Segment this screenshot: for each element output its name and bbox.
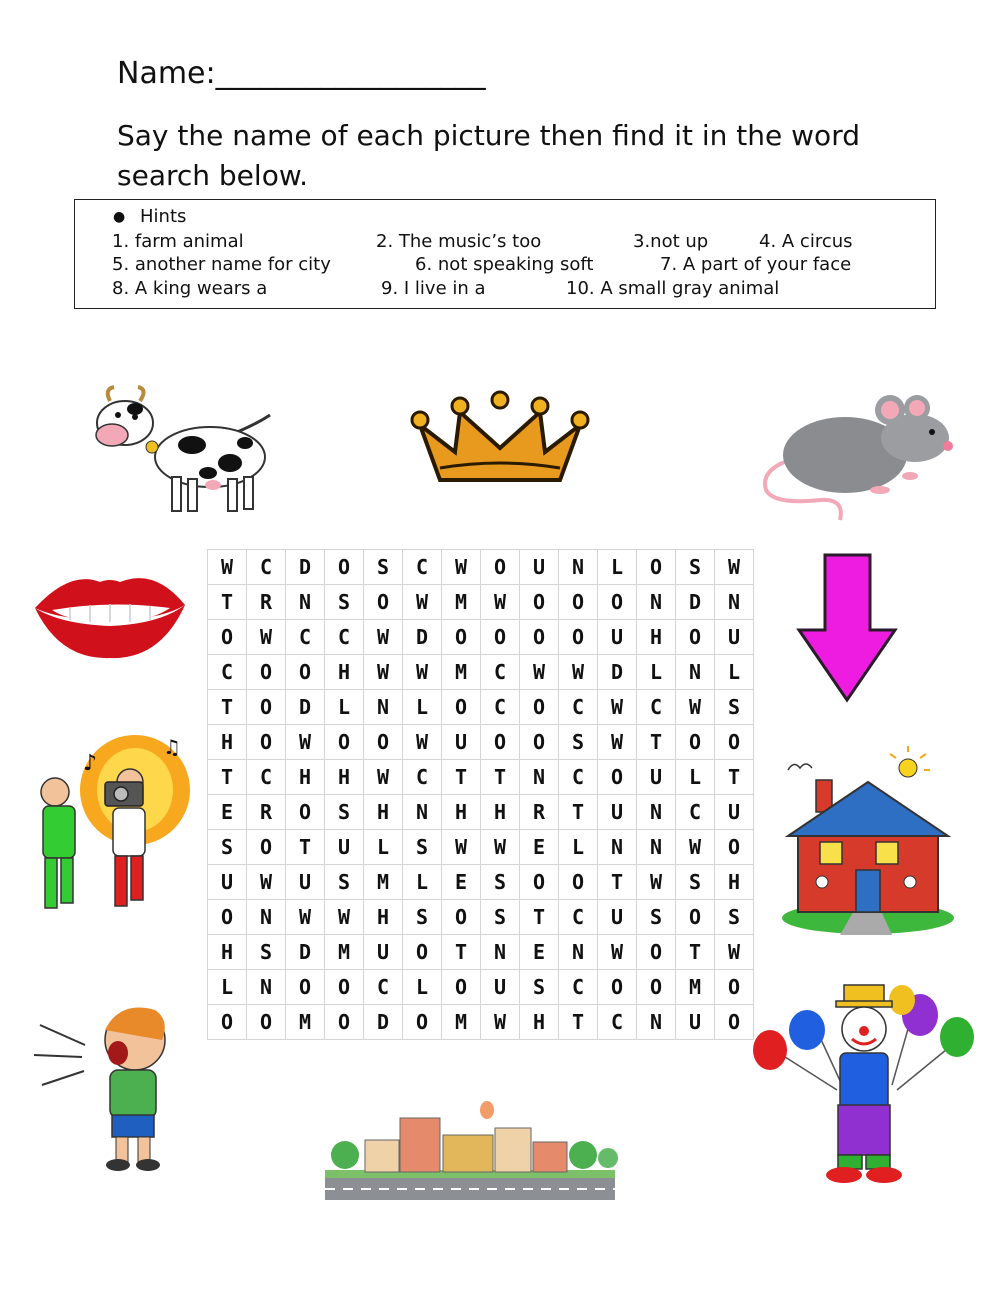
grid-cell[interactable]: R [520, 795, 559, 830]
grid-cell[interactable]: O [559, 865, 598, 900]
grid-cell[interactable]: U [325, 830, 364, 865]
grid-cell[interactable]: C [325, 620, 364, 655]
hint-2: 2. The music’s too [376, 231, 542, 252]
grid-cell[interactable]: W [715, 550, 754, 585]
grid-row [208, 690, 754, 725]
grid-cell[interactable]: C [247, 550, 286, 585]
grid-cell[interactable]: O [325, 1005, 364, 1040]
grid-cell[interactable]: O [520, 865, 559, 900]
grid-cell[interactable]: W [364, 655, 403, 690]
grid-cell[interactable]: W [598, 935, 637, 970]
grid-row [208, 865, 754, 900]
grid-row [208, 655, 754, 690]
grid-cell[interactable]: W [715, 935, 754, 970]
grid-cell[interactable]: T [208, 690, 247, 725]
grid-cell[interactable]: T [208, 760, 247, 795]
grid-cell[interactable]: W [403, 655, 442, 690]
grid-cell[interactable]: H [325, 655, 364, 690]
grid-cell[interactable]: D [286, 550, 325, 585]
grid-cell[interactable]: H [481, 795, 520, 830]
grid-cell[interactable]: O [598, 585, 637, 620]
grid-cell[interactable]: S [325, 865, 364, 900]
grid-cell[interactable]: O [208, 900, 247, 935]
grid-cell[interactable]: H [364, 900, 403, 935]
grid-cell[interactable]: T [676, 935, 715, 970]
grid-cell[interactable]: T [442, 935, 481, 970]
grid-cell[interactable]: L [637, 655, 676, 690]
grid-cell[interactable]: N [481, 935, 520, 970]
grid-cell[interactable]: C [559, 690, 598, 725]
grid-cell[interactable]: C [403, 760, 442, 795]
grid-cell[interactable]: O [598, 970, 637, 1005]
hint-9: 9. I live in a [381, 278, 486, 299]
grid-row [208, 935, 754, 970]
hint-3: 3.not up [633, 231, 709, 252]
grid-cell[interactable]: H [715, 865, 754, 900]
grid-cell[interactable]: O [676, 900, 715, 935]
grid-cell[interactable]: O [715, 970, 754, 1005]
grid-cell[interactable]: W [481, 585, 520, 620]
grid-cell[interactable]: C [559, 900, 598, 935]
grid-cell[interactable]: H [442, 795, 481, 830]
grid-cell[interactable]: C [481, 690, 520, 725]
grid-cell[interactable]: O [403, 935, 442, 970]
grid-cell[interactable]: D [676, 585, 715, 620]
grid-cell[interactable]: S [403, 830, 442, 865]
grid-cell[interactable]: W [676, 830, 715, 865]
grid-cell[interactable]: U [442, 725, 481, 760]
grid-cell[interactable]: H [364, 795, 403, 830]
grid-cell[interactable]: U [286, 865, 325, 900]
grid-row [208, 760, 754, 795]
hint-5: 5. another name for city [112, 254, 331, 275]
grid-cell[interactable]: N [637, 1005, 676, 1040]
grid-cell[interactable]: N [637, 830, 676, 865]
grid-cell[interactable]: D [286, 690, 325, 725]
down-arrow-icon [795, 550, 900, 705]
grid-cell[interactable]: T [520, 900, 559, 935]
grid-cell[interactable]: C [559, 970, 598, 1005]
grid-cell[interactable]: W [442, 550, 481, 585]
grid-cell[interactable]: W [286, 900, 325, 935]
grid-cell[interactable]: S [559, 725, 598, 760]
grid-cell[interactable]: T [442, 760, 481, 795]
grid-cell[interactable]: W [481, 1005, 520, 1040]
grid-cell[interactable]: O [676, 620, 715, 655]
grid-cell[interactable]: M [442, 655, 481, 690]
grid-cell[interactable]: M [286, 1005, 325, 1040]
instructions: Say the name of each picture then find it in the word search below. [117, 119, 860, 192]
grid-cell[interactable]: M [676, 970, 715, 1005]
grid-cell[interactable]: L [325, 690, 364, 725]
grid-cell[interactable]: W [559, 655, 598, 690]
grid-cell[interactable]: L [364, 830, 403, 865]
grid-cell[interactable]: H [520, 1005, 559, 1040]
grid-cell[interactable]: N [598, 830, 637, 865]
grid-row [208, 550, 754, 585]
grid-cell[interactable]: N [247, 900, 286, 935]
grid-cell[interactable]: U [364, 935, 403, 970]
house-icon [780, 750, 955, 935]
grid-cell[interactable]: T [559, 795, 598, 830]
grid-cell[interactable]: N [637, 585, 676, 620]
grid-cell[interactable]: W [208, 550, 247, 585]
grid-cell[interactable]: U [208, 865, 247, 900]
grid-cell[interactable]: E [208, 795, 247, 830]
grid-cell[interactable]: W [286, 725, 325, 760]
grid-cell[interactable]: W [364, 760, 403, 795]
grid-cell[interactable]: C [598, 1005, 637, 1040]
grid-cell[interactable]: L [715, 655, 754, 690]
grid-cell[interactable]: O [208, 620, 247, 655]
grid-cell[interactable]: O [520, 620, 559, 655]
grid-cell[interactable]: O [637, 550, 676, 585]
grid-cell[interactable]: N [676, 655, 715, 690]
hint-1: 1. farm animal [112, 231, 244, 252]
hint-4: 4. A circus [759, 231, 853, 252]
grid-cell[interactable]: W [403, 725, 442, 760]
grid-cell[interactable]: W [598, 690, 637, 725]
grid-cell[interactable]: S [364, 550, 403, 585]
grid-cell[interactable]: U [598, 620, 637, 655]
grid-cell[interactable]: O [442, 620, 481, 655]
grid-cell[interactable]: L [559, 830, 598, 865]
grid-cell[interactable]: E [520, 935, 559, 970]
svg-text:♫: ♫ [163, 735, 181, 759]
grid-cell[interactable]: O [403, 1005, 442, 1040]
grid-cell[interactable]: W [520, 655, 559, 690]
grid-cell[interactable]: S [676, 865, 715, 900]
grid-cell[interactable]: T [715, 760, 754, 795]
grid-cell[interactable]: W [481, 830, 520, 865]
grid-cell[interactable]: M [442, 585, 481, 620]
grid-cell[interactable]: O [520, 725, 559, 760]
grid-cell[interactable]: N [247, 970, 286, 1005]
grid-cell[interactable]: H [325, 760, 364, 795]
grid-cell[interactable]: S [715, 900, 754, 935]
grid-cell[interactable]: S [481, 900, 520, 935]
grid-cell[interactable]: C [637, 690, 676, 725]
grid-cell[interactable]: U [520, 550, 559, 585]
hints-title: Hints [140, 206, 187, 227]
grid-cell[interactable]: T [637, 725, 676, 760]
grid-cell[interactable]: C [676, 795, 715, 830]
grid-row [208, 585, 754, 620]
grid-cell[interactable]: O [715, 830, 754, 865]
grid-cell[interactable]: O [715, 1005, 754, 1040]
grid-cell[interactable]: O [481, 550, 520, 585]
grid-cell[interactable]: L [676, 760, 715, 795]
grid-cell[interactable]: C [247, 760, 286, 795]
grid-cell[interactable]: T [481, 760, 520, 795]
grid-cell[interactable]: O [208, 1005, 247, 1040]
grid-cell[interactable]: D [364, 1005, 403, 1040]
town-icon [325, 1100, 615, 1200]
grid-cell[interactable]: T [208, 585, 247, 620]
grid-cell[interactable]: O [520, 690, 559, 725]
grid-cell[interactable]: E [442, 865, 481, 900]
grid-cell[interactable]: W [325, 900, 364, 935]
clown-icon [752, 975, 977, 1185]
grid-cell[interactable]: O [442, 900, 481, 935]
cow-icon [80, 385, 280, 525]
grid-cell[interactable]: U [481, 970, 520, 1005]
grid-cell[interactable]: T [598, 865, 637, 900]
hints-box [74, 199, 936, 309]
grid-cell[interactable]: O [520, 585, 559, 620]
grid-cell[interactable]: N [403, 795, 442, 830]
lips-icon [30, 560, 190, 670]
grid-cell[interactable]: O [481, 620, 520, 655]
grid-cell[interactable]: O [637, 970, 676, 1005]
grid-cell[interactable]: O [598, 760, 637, 795]
grid-cell[interactable]: O [325, 970, 364, 1005]
bullet-icon: ● [113, 209, 126, 225]
grid-cell[interactable]: O [442, 690, 481, 725]
grid-cell[interactable]: S [637, 900, 676, 935]
grid-row [208, 795, 754, 830]
grid-cell[interactable]: D [403, 620, 442, 655]
grid-cell[interactable]: D [598, 655, 637, 690]
grid-cell[interactable]: W [637, 865, 676, 900]
shouting-boy-icon [30, 985, 190, 1175]
grid-row [208, 970, 754, 1005]
grid-cell[interactable]: U [715, 795, 754, 830]
hint-8: 8. A king wears a [112, 278, 268, 299]
grid-cell[interactable]: H [286, 760, 325, 795]
grid-cell[interactable]: C [208, 655, 247, 690]
grid-cell[interactable]: H [637, 620, 676, 655]
grid-cell[interactable]: U [715, 620, 754, 655]
grid-cell[interactable]: W [247, 865, 286, 900]
grid-cell[interactable]: U [598, 795, 637, 830]
grid-cell[interactable]: O [364, 585, 403, 620]
grid-cell[interactable]: O [286, 795, 325, 830]
grid-cell[interactable]: S [403, 900, 442, 935]
grid-cell[interactable]: O [247, 655, 286, 690]
grid-cell[interactable]: O [481, 725, 520, 760]
loud-music-icon [35, 730, 195, 920]
grid-cell[interactable]: D [286, 935, 325, 970]
grid-cell[interactable]: L [403, 865, 442, 900]
grid-cell[interactable]: O [676, 725, 715, 760]
grid-cell[interactable]: W [403, 585, 442, 620]
grid-cell[interactable]: S [325, 585, 364, 620]
grid-cell[interactable]: O [247, 725, 286, 760]
name-field[interactable]: Name:__________________ [117, 56, 486, 91]
grid-cell[interactable]: R [247, 795, 286, 830]
grid-cell[interactable]: M [325, 935, 364, 970]
grid-cell[interactable]: S [208, 830, 247, 865]
grid-cell[interactable]: N [559, 550, 598, 585]
grid-cell[interactable]: C [559, 760, 598, 795]
svg-text:♪: ♪ [83, 751, 98, 776]
grid-cell[interactable]: N [559, 935, 598, 970]
grid-row [208, 900, 754, 935]
grid-cell[interactable]: O [364, 725, 403, 760]
grid-cell[interactable]: O [325, 550, 364, 585]
grid-cell[interactable]: O [559, 620, 598, 655]
grid-cell[interactable]: L [598, 550, 637, 585]
grid-cell[interactable]: E [520, 830, 559, 865]
grid-cell[interactable]: H [208, 935, 247, 970]
grid-cell[interactable]: W [598, 725, 637, 760]
grid-cell[interactable]: U [676, 1005, 715, 1040]
grid-cell[interactable]: T [286, 830, 325, 865]
word-search-grid [207, 549, 754, 1040]
grid-row [208, 1005, 754, 1040]
hint-6: 6. not speaking soft [415, 254, 594, 275]
grid-cell[interactable]: U [637, 760, 676, 795]
grid-cell[interactable]: L [403, 970, 442, 1005]
grid-cell[interactable]: M [364, 865, 403, 900]
mouse-icon [760, 390, 960, 520]
grid-cell[interactable]: O [286, 970, 325, 1005]
grid-cell[interactable]: S [715, 690, 754, 725]
grid-cell[interactable]: O [715, 725, 754, 760]
grid-cell[interactable]: T [559, 1005, 598, 1040]
grid-cell[interactable]: O [442, 970, 481, 1005]
grid-cell[interactable]: N [364, 690, 403, 725]
grid-row [208, 830, 754, 865]
grid-cell[interactable]: N [637, 795, 676, 830]
crown-icon [410, 390, 590, 490]
grid-cell[interactable]: C [364, 970, 403, 1005]
grid-cell[interactable]: O [286, 655, 325, 690]
grid-cell[interactable]: R [247, 585, 286, 620]
grid-cell[interactable]: O [247, 830, 286, 865]
hint-7: 7. A part of your face [660, 254, 852, 275]
grid-cell[interactable]: O [247, 690, 286, 725]
grid-cell[interactable]: W [247, 620, 286, 655]
grid-cell[interactable]: N [715, 585, 754, 620]
grid-row [208, 725, 754, 760]
grid-cell[interactable]: N [286, 585, 325, 620]
grid-cell[interactable]: O [637, 935, 676, 970]
grid-cell[interactable]: M [442, 1005, 481, 1040]
grid-cell[interactable]: S [520, 970, 559, 1005]
grid-cell[interactable]: S [676, 550, 715, 585]
grid-cell[interactable]: O [559, 585, 598, 620]
grid-cell[interactable]: O [325, 725, 364, 760]
grid-cell[interactable]: C [286, 620, 325, 655]
grid-cell[interactable]: U [598, 900, 637, 935]
grid-cell[interactable]: L [403, 690, 442, 725]
grid-cell[interactable]: C [481, 655, 520, 690]
grid-row [208, 620, 754, 655]
grid-cell[interactable]: L [208, 970, 247, 1005]
grid-cell[interactable]: N [520, 760, 559, 795]
grid-cell[interactable]: S [325, 795, 364, 830]
grid-cell[interactable]: S [481, 865, 520, 900]
grid-cell[interactable]: W [442, 830, 481, 865]
grid-cell[interactable]: W [364, 620, 403, 655]
grid-cell[interactable]: S [247, 935, 286, 970]
grid-cell[interactable]: O [247, 1005, 286, 1040]
grid-cell[interactable]: W [676, 690, 715, 725]
hint-10: 10. A small gray animal [566, 278, 780, 299]
grid-cell[interactable]: H [208, 725, 247, 760]
grid-cell[interactable]: C [403, 550, 442, 585]
